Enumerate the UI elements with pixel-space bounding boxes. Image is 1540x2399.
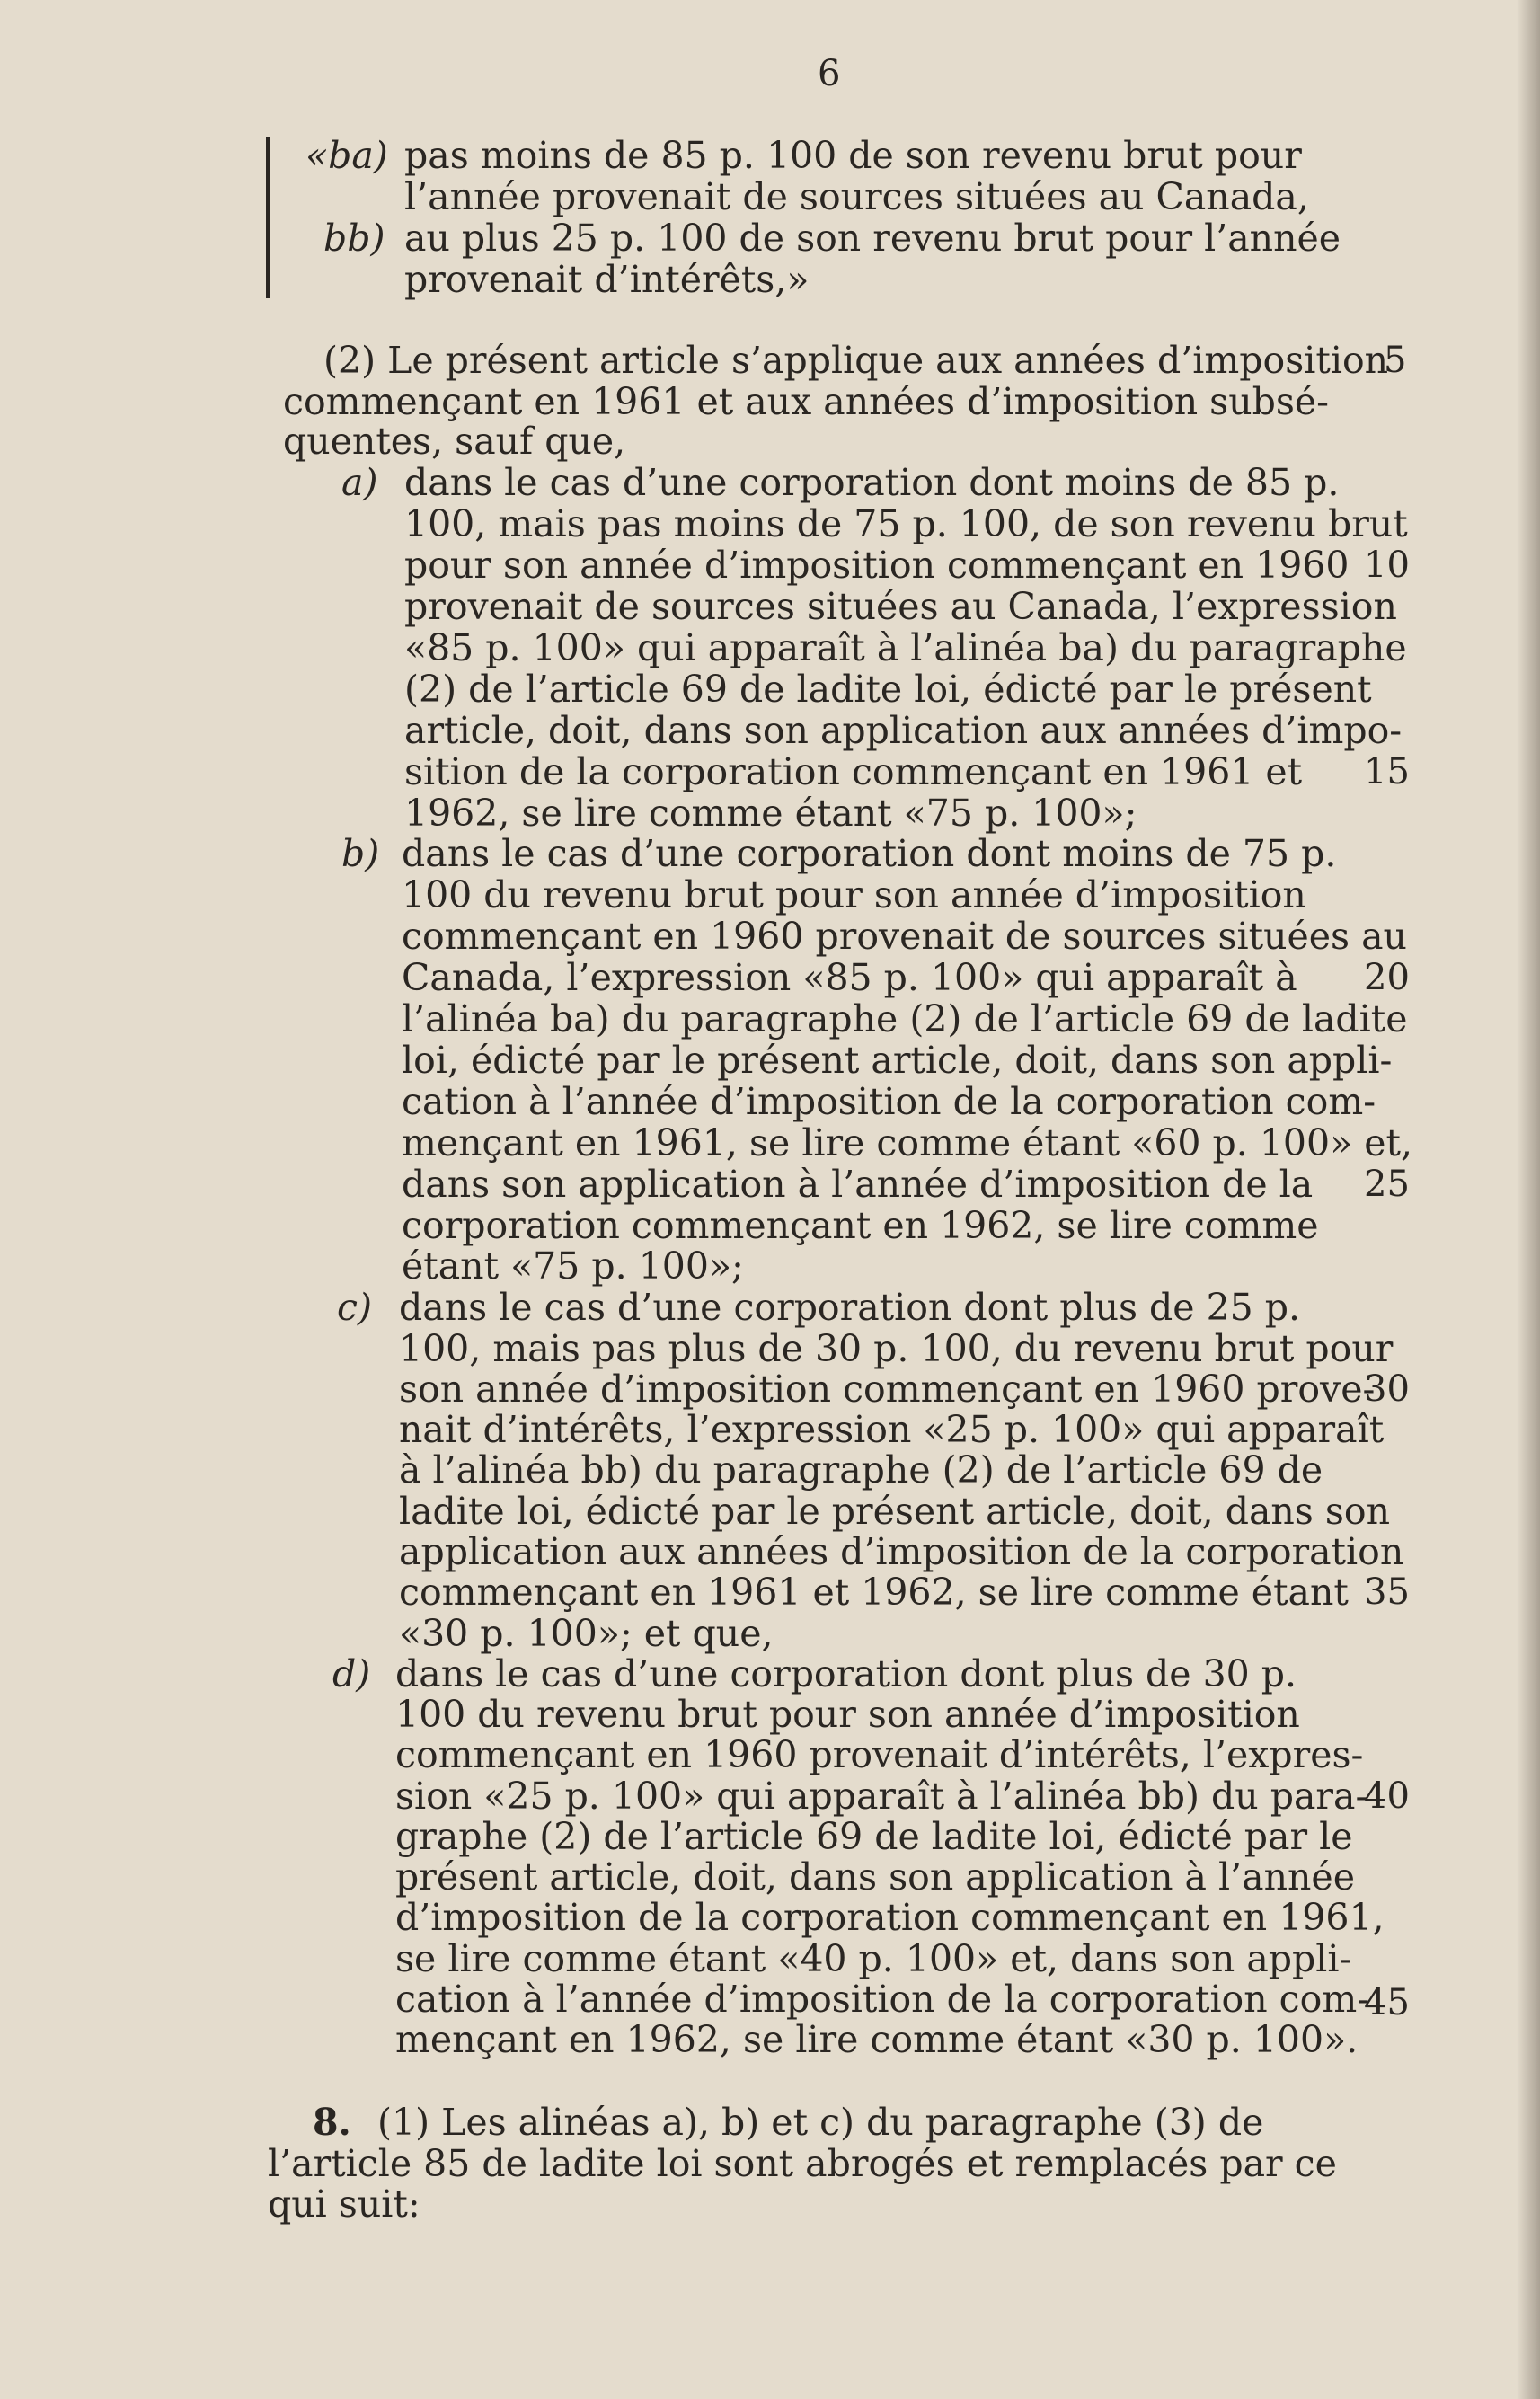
margin-line-number: 45: [1364, 1982, 1410, 2023]
text-line: «30 p. 100»; et que,: [399, 1612, 774, 1655]
text-line: l’année provenait de sources situées au Canada,: [404, 175, 1309, 218]
text-line: mençant en 1962, se lire comme étant «30 p. 100».: [395, 2018, 1359, 2061]
margin-line-number: 5: [1384, 340, 1407, 381]
text-line: application aux années d’imposition de la corporation: [399, 1530, 1404, 1573]
text-line: commençant en 1960 provenait de sources situées au: [402, 915, 1407, 958]
label-a: a): [341, 461, 378, 504]
text-line: cation à l’année d’imposition de la corporation com-: [402, 1080, 1376, 1123]
text-line: loi, édicté par le présent article, doit, dans son appli-: [402, 1039, 1393, 1082]
text-line: quentes, sauf que,: [283, 420, 626, 463]
text-line: provenait d’intérêts,»: [404, 258, 810, 301]
text-line: nait d’intérêts, l’expression «25 p. 100» qui apparaît: [399, 1408, 1385, 1451]
text-line: l’alinéa ba) du paragraphe (2) de l’article 69 de ladite: [402, 997, 1408, 1040]
text-line: dans le cas d’une corporation dont plus de 25 p.: [399, 1286, 1301, 1329]
text-line: (2) Le présent article s’applique aux années d’imposition: [323, 339, 1389, 382]
margin-line-number: 30: [1364, 1368, 1410, 1410]
text-line: commençant en 1961 et aux années d’imposition subsé-: [283, 380, 1330, 423]
text-line: 1962, se lire comme étant «75 p. 100»;: [404, 792, 1137, 835]
text-line: dans le cas d’une corporation dont moins de 85 p.: [404, 461, 1340, 504]
text-line: pour son année d’imposition commençant en 1960: [404, 544, 1350, 587]
text-line: ladite loi, édicté par le présent article, doit, dans son: [399, 1490, 1390, 1533]
text-line: au plus 25 p. 100 de son revenu brut pour l’année: [404, 217, 1341, 260]
text-line: (2) de l’article 69 de ladite loi, édicté par le présent: [404, 668, 1372, 711]
text-line: présent article, doit, dans son application à l’année: [395, 1855, 1355, 1899]
page-number: 6: [818, 53, 841, 94]
text-line: article, doit, dans son application aux années d’impo-: [404, 709, 1403, 752]
margin-line-number: 20: [1364, 957, 1410, 998]
text-line: d’imposition de la corporation commençant en 1961,: [395, 1896, 1385, 1939]
text-line: sition de la corporation commençant en 1961 et: [404, 750, 1303, 793]
text-line: graphe (2) de l’article 69 de ladite loi, édicté par le: [395, 1815, 1353, 1858]
section-number: 8.: [313, 2101, 351, 2144]
text-line: 100 du revenu brut pour son année d’imposition: [402, 873, 1306, 916]
text-line: commençant en 1960 provenait d’intérêts, l’expres-: [395, 1733, 1364, 1776]
label-c: c): [337, 1286, 372, 1329]
margin-line-number: 35: [1364, 1571, 1410, 1613]
margin-line-number: 40: [1364, 1775, 1410, 1817]
text-line: dans le cas d’une corporation dont moins de 75 p.: [402, 832, 1337, 875]
margin-line-number: 25: [1364, 1164, 1410, 1205]
text-line: 100, mais pas moins de 75 p. 100, de son revenu brut: [404, 502, 1408, 545]
text-line: à l’alinéa bb) du paragraphe (2) de l’article 69 de: [399, 1448, 1323, 1492]
text-line: commençant en 1961 et 1962, se lire comme étant: [399, 1571, 1349, 1614]
page-edge-shadow: [1517, 0, 1540, 2399]
margin-line-number: 15: [1364, 751, 1410, 792]
text-line: dans son application à l’année d’imposition de la: [402, 1163, 1314, 1206]
text-line: «85 p. 100» qui apparaît à l’alinéa ba) du paragraphe: [404, 626, 1407, 669]
text-line: dans le cas d’une corporation dont plus de 30 p.: [395, 1652, 1297, 1695]
text-line: qui suit:: [268, 2182, 420, 2226]
label-d: d): [332, 1652, 371, 1695]
text-line: se lire comme étant «40 p. 100» et, dans son appli-: [395, 1937, 1352, 1980]
margin-revision-bar: [266, 137, 270, 298]
label-b: b): [341, 832, 380, 875]
text-line: pas moins de 85 p. 100 de son revenu brut pour: [404, 134, 1302, 177]
text-line: son année d’imposition commençant en 1960 prove-: [399, 1368, 1376, 1411]
text-line: étant «75 p. 100»;: [402, 1244, 744, 1288]
label-ba: «ba): [305, 134, 388, 177]
text-line: mençant en 1961, se lire comme étant «60 p. 100» et,: [402, 1121, 1412, 1164]
margin-line-number: 10: [1364, 544, 1410, 586]
text-line: 100 du revenu brut pour son année d’imposition: [395, 1693, 1300, 1736]
text-line: corporation commençant en 1962, se lire comme: [402, 1204, 1319, 1247]
text-line: 100, mais pas plus de 30 p. 100, du revenu brut pour: [399, 1327, 1394, 1370]
label-bb: bb): [323, 217, 385, 260]
text-line: cation à l’année d’imposition de la corporation com-: [395, 1978, 1370, 2021]
text-line: l’article 85 de ladite loi sont abrogés et remplacés par ce: [268, 2142, 1337, 2185]
text-line: sion «25 p. 100» qui apparaît à l’alinéa bb) du para-: [395, 1775, 1368, 1818]
text-line: (1) Les alinéas a), b) et c) du paragraphe (3) de: [377, 2101, 1264, 2144]
text-line: provenait de sources situées au Canada, l’expression: [404, 585, 1397, 628]
text-line: Canada, l’expression «85 p. 100» qui apparaît à: [402, 956, 1297, 999]
